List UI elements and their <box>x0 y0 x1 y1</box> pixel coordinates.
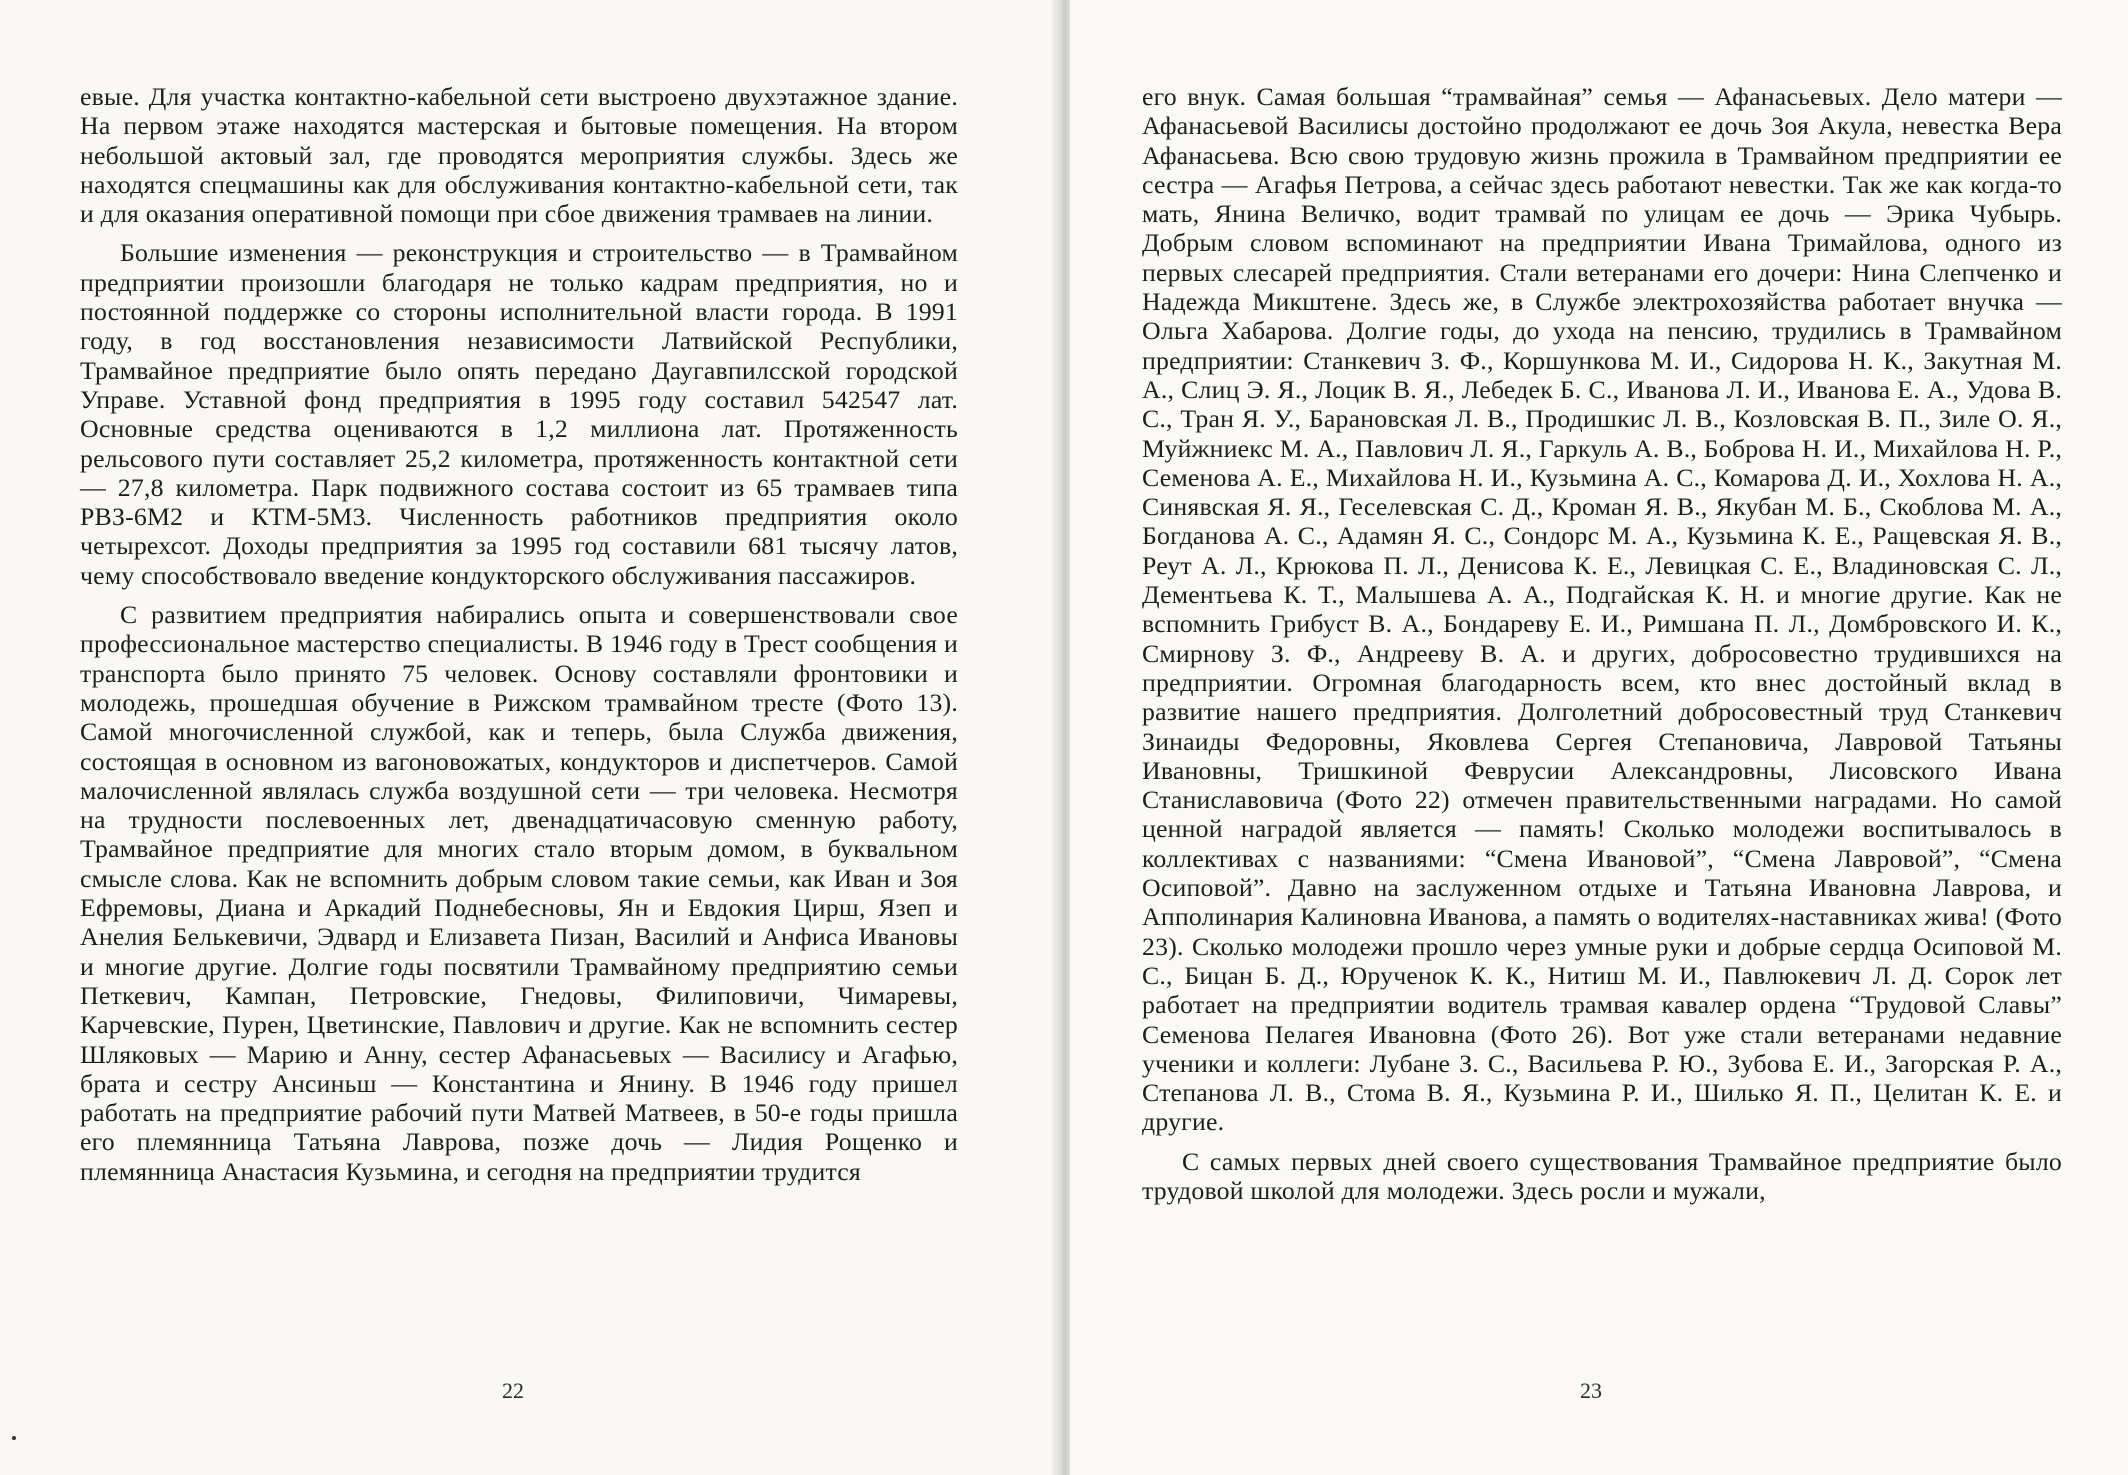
right-page <box>1070 0 2128 1475</box>
paragraph: евые. Для участка контактно-кабельной сети выстроено двухэтажное здание. На первом этаже находятся мастерская и бытовые помещения. На втором небольшой актовый зал, где проводятся мероприятия службы. Здесь же находятся спецмашины как для обслуживания контактно-кабельной сети, так и для оказания оперативной помощи при сбое движения трамваев на линии. <box>80 82 958 229</box>
right-page-text <box>1142 82 2062 1205</box>
left-page <box>0 0 1058 1475</box>
paragraph: С развитием предприятия набирались опыта и совершенствовали свое профессиональное мастерство специалисты. В 1946 году в Трест сообщения и транспорта было принято 75 человек. Основу составляли фронтовики и молодежь, прошедшая обучение в Рижском трамвайном тресте (Фото 13). Самой многочисленной службой, как и теперь, была Служба движения, состоящая в основном из вагоновожатых, кондукторов и диспетчеров. Самой малочисленной являлась служба воздушной сети — три человека. Несмотря на трудности послевоенных лет, двенадцатичасовую сменную работу, Трамвайное предприятие для многих стало вторым домом, в буквальном смысле слова. Как не вспомнить добрым словом такие семьи, как Иван и Зоя Ефремовы, Диана и Аркадий Поднебесновы, Ян и Евдокия Цирш, Язеп и Анелия Белькевичи, Эдвард и Елизавета Пизан, Василий и Анфиса Ивановы и многие другие. Долгие годы посвятили Трамвайному предприятию семьи Петкевич, Кампан, Петровские, Гнедовы, Филиповичи, Чимаревы, Карчевские, Пурен, Цветинские, Павлович и другие. Как не вспомнить сестер Шляковых — Марию и Анну, сестер Афанасьевых — Василису и Агафью, брата и сестру Ансиньш — Константина и Янину. В 1946 году пришел работать на предприятие рабочий пути Матвей Матвеев, в 50-е годы пришла его племянница Татьяна Лаврова, позже дочь — Лидия Рощенко и племянница Анастасия Кузьмина, и сегодня на предприятии трудится <box>80 600 958 1186</box>
paragraph: С самых первых дней своего существования Трамвайное предприятие было трудовой школой для молодежи. Здесь росли и мужали, <box>1142 1146 2062 1205</box>
page-number-left: 22 <box>502 1378 524 1403</box>
paragraph: Большие изменения — реконструкция и строительство — в Трамвайном предприятии произошли благодаря не только кадрам предприятия, но и постоянной поддержке со стороны исполнительной власти города. В 1991 году, в год восстановления независимости Латвийской Республики, Трамвайное предприятие было опять передано Даугавпилсской городской Управе. Уставной фонд предприятия в 1995 году составил 542547 лат. Основные средства оцениваются в 1,2 миллиона лат. Протяженность рельсового пути составляет 25,2 километра, протяженность контактной сети — 27,8 километра. Парк подвижного состава состоит из 65 трамваев типа РВЗ-6М2 и КТМ-5М3. Численность работников предприятия около четырехсот. Доходы предприятия за 1995 год составили 681 тысячу латов, чему способствовало введение кондукторского обслуживания пассажиров. <box>80 238 958 590</box>
page-number-right: 23 <box>1580 1378 1602 1403</box>
paragraph: его внук. Самая большая “трамвайная” семья — Афанасьевых. Дело матери — Афанасьевой Василисы достойно продолжают ее дочь Зоя Акула, невестка Вера Афанасьева. Всю свою трудовую жизнь прожила в Трамвайном предприятии ее сестра — Агафья Петрова, а сейчас здесь работают невестки. Так же как когда-то мать, Янина Величко, водит трамвай по улицам ее дочь — Эрика Чубырь. Добрым словом вспоминают на предприятии Ивана Тримайлова, одного из первых слесарей предприятия. Стали ветеранами его дочери: Нина Слепченко и Надежда Микштене. Здесь же, в Службе электрохозяйства работает внучка — Ольга Хабарова. Долгие годы, до ухода на пенсию, трудились в Трамвайном предприятии: Станкевич З. Ф., Коршункова М. И., Сидорова Н. К., Закутная М. А., Слиц Э. Я., Лоцик В. Я., Лебедек Б. С., Иванова Л. И., Иванова Е. А., Удова В. С., Тран Я. У., Барановская Л. В., Продишкис Л. В., Козловская В. П., Зиле О. Я., Муйжниекс М. А., Павлович Л. Я., Гаркуль А. В., Боброва Н. И., Михайлова Н. Р., Семенова А. Е., Михайлова Н. И., Кузьмина А. С., Комарова Д. И., Хохлова Н. А., Синявская Я. Я., Геселевская С. Д., Кроман Я. В., Якубан М. Б., Скоблова М. А., Богданова А. С., Адамян Я. С., Сондорс М. А., Кузьмина К. Е., Ращевская Я. В., Реут А. Л., Крюкова П. Л., Денисова К. Е., Левицкая С. Е., Владиновская С. Л., Дементьева К. Т., Малышева А. А., Подгайская К. Н. и многие другие. Как не вспомнить Грибуст В. А., Бондареву Е. И., Римшана П. Л., Домбровского И. К., Смирнову З. Ф., Андрееву В. А. и других, добросовестно трудившихся на предприятии. Огромная благодарность всем, кто внес достойный вклад в развитие нашего предприятия. Долголетний добросовестный труд Станкевич Зинаиды Федоровны, Яковлева Сергея Степановича, Лавровой Татьяны Ивановны, Тришкиной Февруcии Александровны, Лисовского Ивана Станиславовича (Фото 22) отмечен правительственными наградами. Но самой ценной наградой является — память! Сколько молодежи воспитывалось в коллективах с названиями: “Смена Ивановой”, “Смена Лавровой”, “Смена Осиповой”. Давно на заслуженном отдыхе и Татьяна Ивановна Лаврова, и Апполинария Калиновна Иванова, а память о водителях-наставниках жива! (Фото 23). Сколько молодежи прошло через умные руки и добрые сердца Осиповой М. С., Бицан Б. Д., Юрученок К. К., Нитиш М. И., Павлюкевич Л. Д. Сорок лет работает на предприятии водитель трамвая кавалер ордена “Трудовой Славы” Семенова Пелагея Ивановна (Фото 26). Вот уже стали ветеранами недавние ученики и коллеги: Лубане З. С., Васильева Р. Ю., Зубова Е. И., Загорская Р. А., Степанова Л. В., Стома В. Я., Кузьмина Р. И., Шилько Я. П., Целитан К. Е. и другие. <box>1142 82 2062 1137</box>
left-page-text <box>80 82 958 1186</box>
print-speck <box>12 1436 16 1440</box>
